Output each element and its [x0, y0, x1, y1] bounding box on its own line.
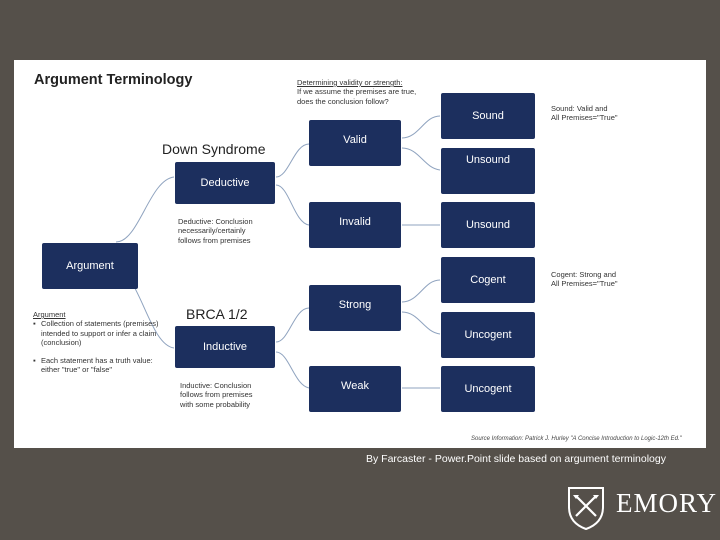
node-deductive: Deductive	[175, 162, 275, 204]
source-note: Source Information: Patrick J. Hurley "A Concise Introduction to Logic-12th Ed."	[471, 436, 682, 442]
argument-definition-list	[33, 319, 165, 374]
connector-inductive-strong	[276, 308, 309, 342]
deductive-definition-line2: necessarily/certainly	[178, 226, 246, 236]
connector-argument-deductive	[116, 177, 174, 242]
header-note-line1: Determining validity or strength:	[297, 78, 403, 87]
node-invalid: Invalid	[309, 202, 401, 248]
shield-icon	[566, 485, 606, 531]
inductive-definition-line3: with some probability	[180, 399, 251, 409]
overlay-down-syndrome: Down Syndrome	[162, 141, 266, 157]
inductive-definition-line1: Inductive: Conclusion	[180, 381, 252, 390]
inductive-definition-line2: follows from premises	[180, 390, 253, 400]
header-note	[297, 78, 416, 106]
argument-definition	[33, 310, 165, 382]
node-strong: Strong	[309, 285, 401, 331]
node-unsound-invalid: Unsound	[441, 202, 535, 248]
inductive-definition	[180, 381, 253, 409]
deductive-definition	[178, 217, 253, 245]
connector-inductive-weak	[276, 352, 309, 388]
header-note-line3: does the conclusion follow?	[297, 96, 389, 106]
node-argument: Argument	[42, 243, 138, 289]
node-weak: Weak	[309, 366, 401, 412]
connector-deductive-invalid	[276, 185, 309, 225]
slide-title: Argument Terminology	[34, 72, 193, 88]
sound-definition-line2: All Premises="True"	[551, 113, 618, 123]
node-unsound-valid: Unsound	[441, 148, 535, 194]
argument-definition-heading: Argument	[33, 310, 66, 319]
connector-strong-uncogent	[402, 312, 440, 334]
node-inductive: Inductive	[175, 326, 275, 368]
connector-valid-sound	[402, 116, 440, 138]
header-note-line2: If we assume the premises are true,	[297, 87, 417, 97]
deductive-definition-line1: Deductive: Conclusion	[178, 217, 253, 226]
node-cogent: Cogent	[441, 257, 535, 303]
overlay-brca: BRCA 1/2	[186, 306, 248, 322]
cogent-definition-line2: All Premises="True"	[551, 279, 618, 289]
connector-strong-cogent	[402, 280, 440, 302]
cogent-definition	[551, 270, 618, 289]
sound-definition	[551, 104, 618, 123]
slide	[14, 60, 706, 448]
node-valid: Valid	[309, 120, 401, 166]
node-uncogent-strong: Uncogent	[441, 312, 535, 358]
sound-definition-line1: Sound: Valid and	[551, 104, 608, 113]
argument-definition-bullet2: ▪ Each statement has a truth value: either "true" or "false"	[41, 356, 165, 375]
connector-deductive-valid	[276, 144, 309, 177]
node-uncogent-weak: Uncogent	[441, 366, 535, 412]
connector-valid-unsound	[402, 148, 440, 170]
emory-logo-text: EMORY	[616, 488, 718, 518]
argument-definition-bullet1: ▪ Collection of statements (premises) intended to support or infer a claim (conclusion)	[41, 319, 165, 347]
cogent-definition-line1: Cogent: Strong and	[551, 270, 617, 279]
slide-caption: By Farcaster - Power.Point slide based on argument terminology	[366, 453, 666, 465]
deductive-definition-line3: follows from premises	[178, 235, 251, 245]
node-sound: Sound	[441, 93, 535, 139]
